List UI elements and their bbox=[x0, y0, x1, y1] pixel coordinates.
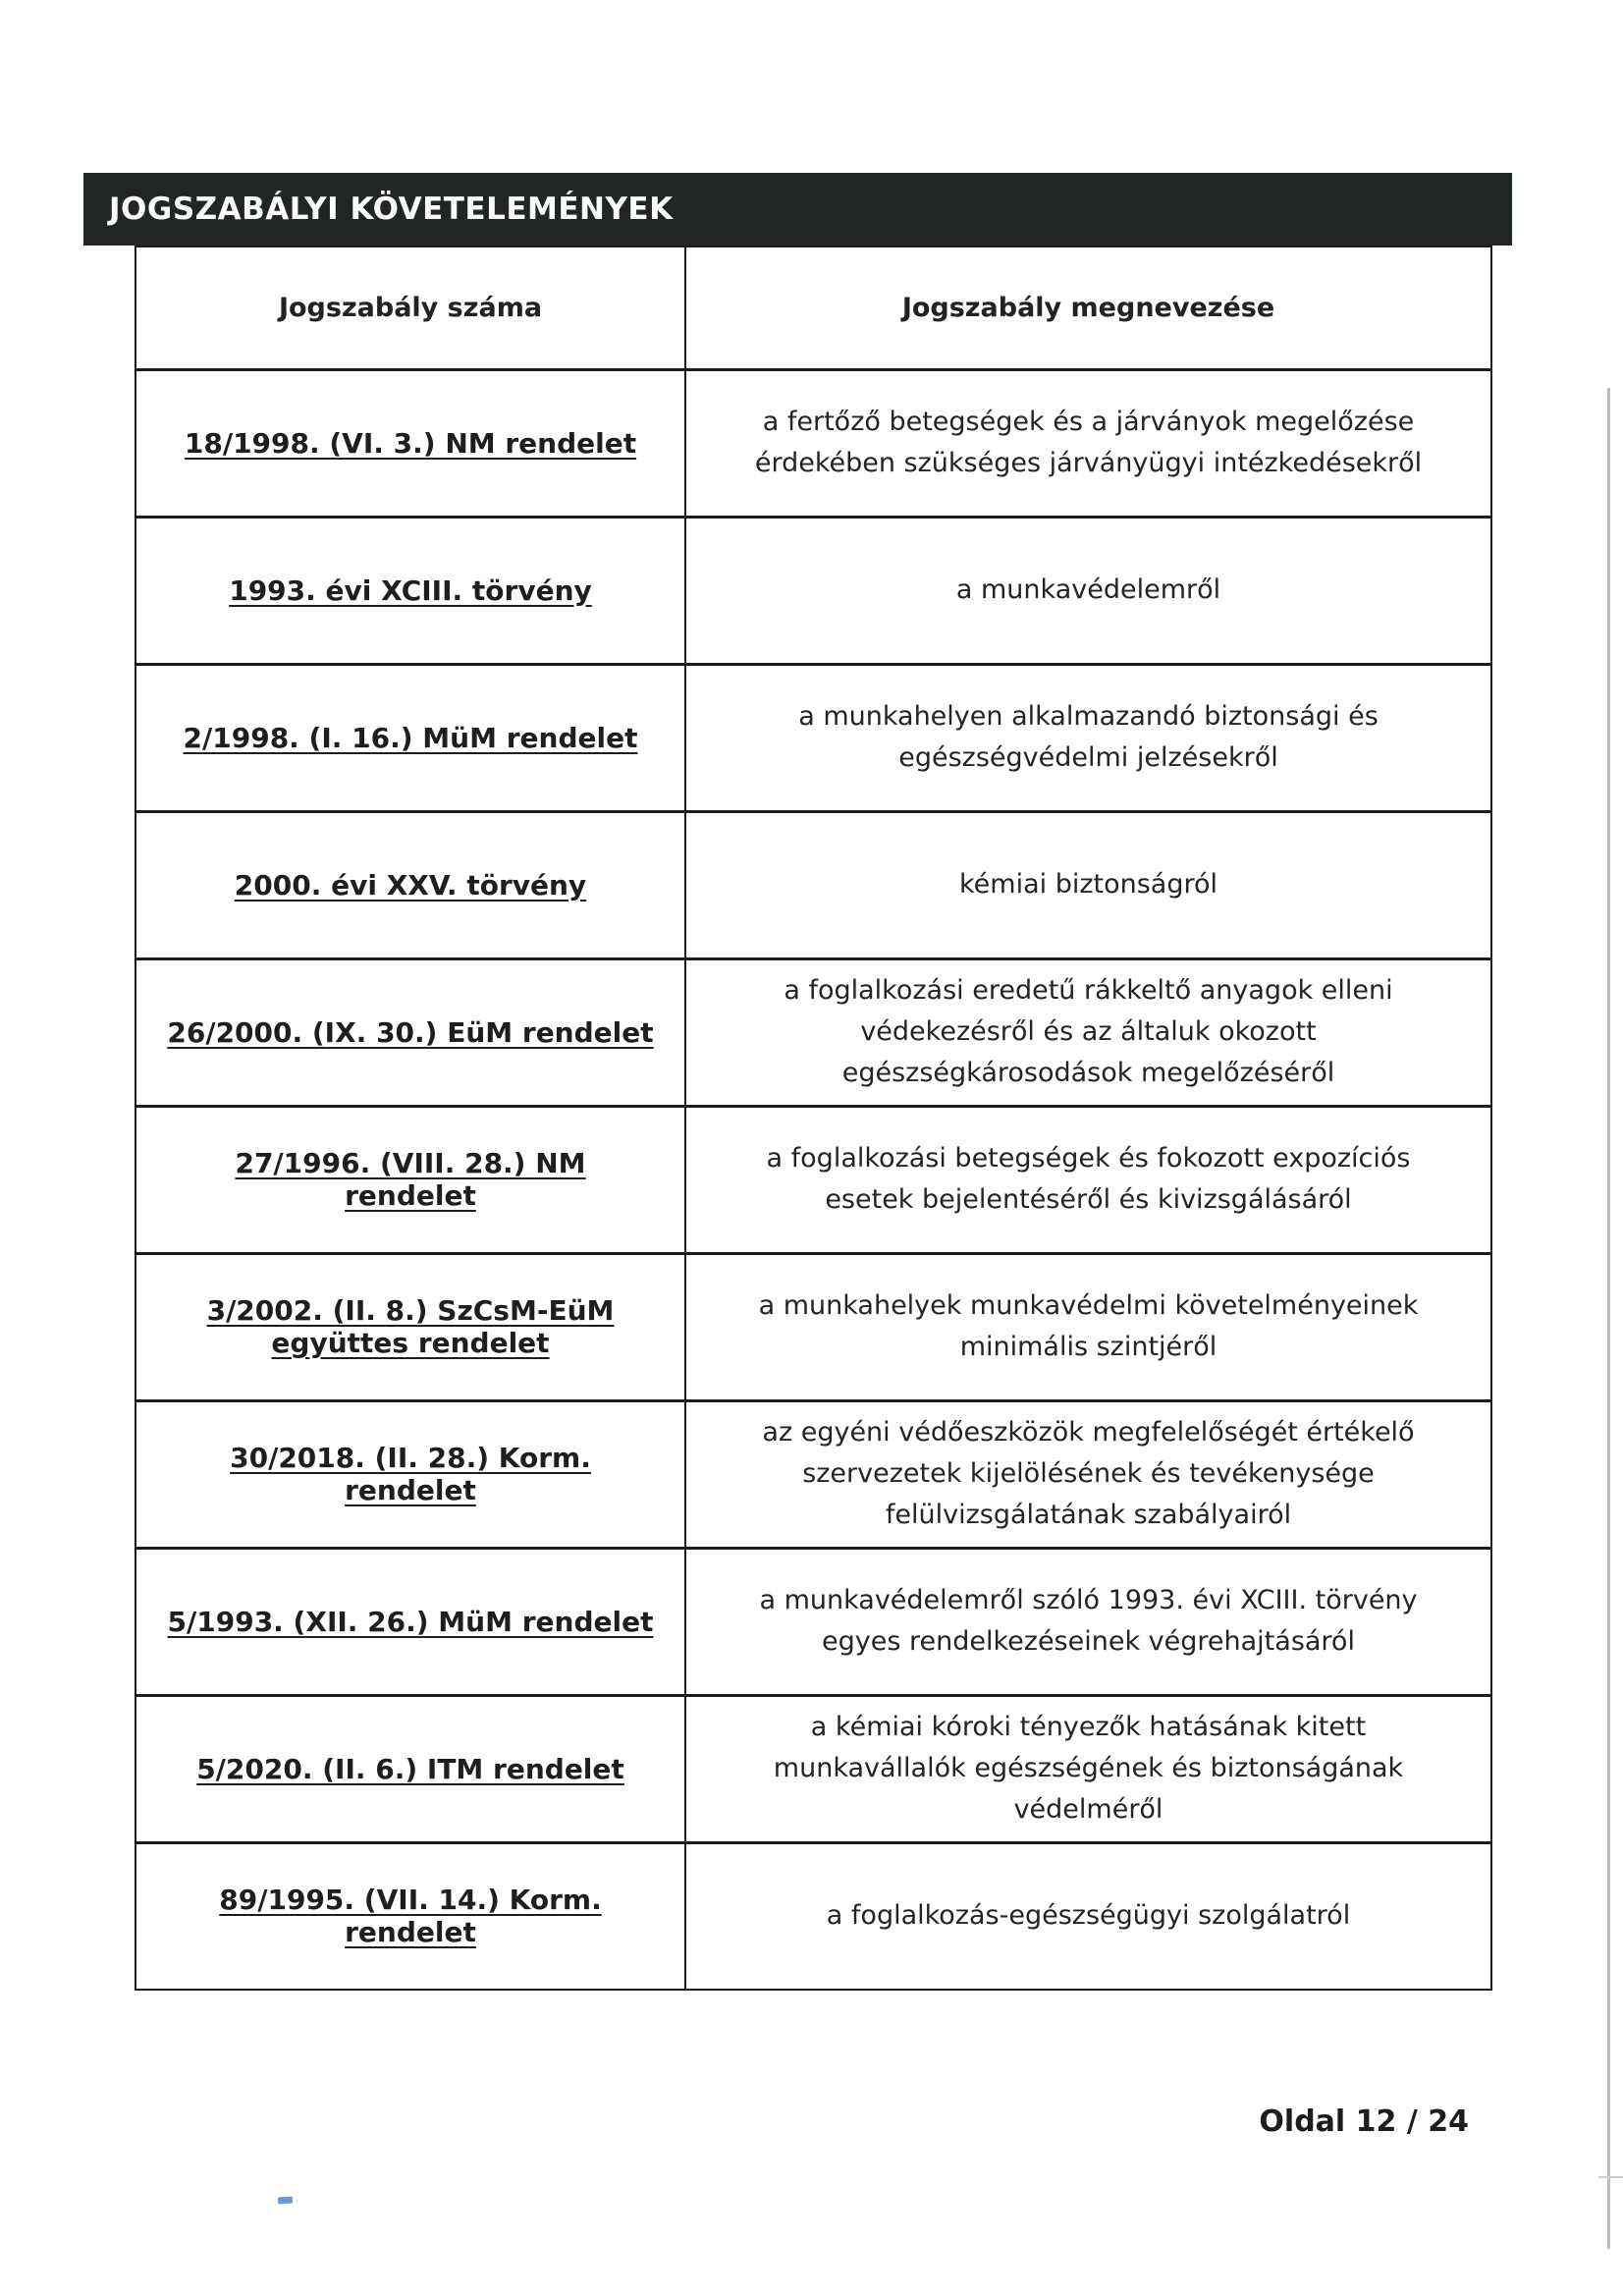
law-name: a kémiai kóroki tényezők hatásának kitett munkavállalók egészségének és biztonságának védelméről bbox=[685, 1695, 1491, 1842]
law-number: 27/1996. (VIII. 28.) NM rendelet bbox=[135, 1106, 685, 1253]
table-row bbox=[135, 1253, 1491, 1400]
table-row bbox=[135, 1400, 1491, 1548]
legal-requirements-table bbox=[135, 246, 1492, 1991]
law-name: a fertőző betegségek és a járványok megelőzése érdekében szükséges járványügyi intézkedésekről bbox=[685, 369, 1491, 517]
law-name: a munkahelyek munkavédelmi követelményeinek minimális szintjéről bbox=[685, 1253, 1491, 1400]
law-name: a foglalkozás-egészségügyi szolgálatról bbox=[685, 1842, 1491, 1990]
table-row bbox=[135, 1106, 1491, 1253]
table-row bbox=[135, 369, 1491, 517]
table-row bbox=[135, 811, 1491, 958]
law-number: 1993. évi XCIII. törvény bbox=[135, 517, 685, 664]
table-row bbox=[135, 1842, 1491, 1990]
law-name: az egyéni védőeszközök megfelelőségét értékelő szervezetek kijelölésének és tevékenysége felülvizsgálatának szabályairól bbox=[685, 1400, 1491, 1548]
law-name: a munkavédelemről szóló 1993. évi XCIII. törvény egyes rendelkezéseinek végrehajtásáról bbox=[685, 1548, 1491, 1695]
column-header-law-name: Jogszabály megnevezése bbox=[685, 246, 1491, 369]
table-header-row bbox=[135, 246, 1491, 369]
column-header-law-number: Jogszabály száma bbox=[135, 246, 685, 369]
table-row bbox=[135, 1695, 1491, 1842]
law-number: 2/1998. (I. 16.) MüM rendelet bbox=[135, 664, 685, 811]
law-name: a foglalkozási betegségek és fokozott expozíciós esetek bejelentéséről és kivizsgálásáról bbox=[685, 1106, 1491, 1253]
section-header-bar bbox=[83, 173, 1512, 246]
table-row bbox=[135, 958, 1491, 1106]
table-row bbox=[135, 1548, 1491, 1695]
table-row bbox=[135, 664, 1491, 811]
law-number: 30/2018. (II. 28.) Korm. rendelet bbox=[135, 1400, 685, 1548]
law-name: a munkahelyen alkalmazandó biztonsági és egészségvédelmi jelzésekről bbox=[685, 664, 1491, 811]
law-number: 5/1993. (XII. 26.) MüM rendelet bbox=[135, 1548, 685, 1695]
law-number: 5/2020. (II. 6.) ITM rendelet bbox=[135, 1695, 685, 1842]
law-name: a munkavédelemről bbox=[685, 517, 1491, 664]
law-number: 3/2002. (II. 8.) SzCsM-EüM együttes rendelet bbox=[135, 1253, 685, 1400]
section-title: JOGSZABÁLYI KÖVETELEMÉNYEK bbox=[109, 191, 674, 227]
law-number: 26/2000. (IX. 30.) EüM rendelet bbox=[135, 958, 685, 1106]
page-number: Oldal 12 / 24 bbox=[1259, 2105, 1469, 2139]
law-number: 2000. évi XXV. törvény bbox=[135, 811, 685, 958]
law-name: kémiai biztonságról bbox=[685, 811, 1491, 958]
scan-artifact-line bbox=[1607, 388, 1610, 2249]
law-name: a foglalkozási eredetű rákkeltő anyagok elleni védekezésről és az általuk okozott egészségkárosodások megelőzéséről bbox=[685, 958, 1491, 1106]
table-row bbox=[135, 517, 1491, 664]
scan-artifact-mark bbox=[278, 2196, 293, 2204]
scan-artifact-tick bbox=[1598, 2176, 1623, 2178]
law-number: 18/1998. (VI. 3.) NM rendelet bbox=[135, 369, 685, 517]
law-number: 89/1995. (VII. 14.) Korm. rendelet bbox=[135, 1842, 685, 1990]
